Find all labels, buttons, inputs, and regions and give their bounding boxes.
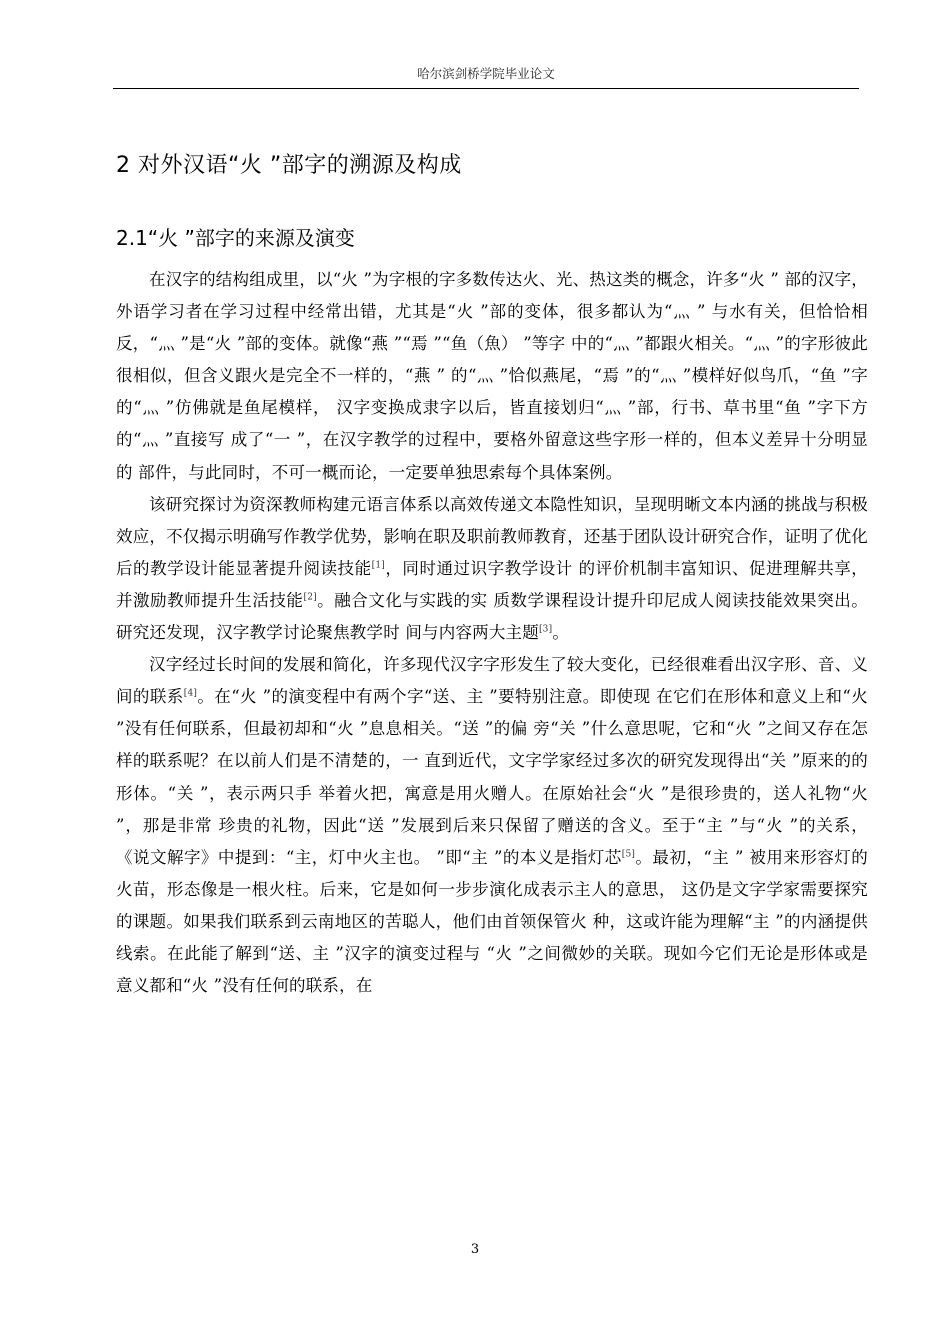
- chapter-title: 2 对外汉语“火 ”部字的溯源及构成: [116, 153, 462, 178]
- running-header: 哈尔滨剑桥学院毕业论文: [417, 66, 555, 81]
- header-divider: [113, 88, 859, 89]
- section-title: 2.1“火 ”部字的来源及演变: [116, 226, 355, 250]
- citation-2: [2]: [303, 592, 317, 603]
- citation-1: [1]: [371, 560, 386, 571]
- paragraph-3: [116, 649, 868, 1002]
- paragraph-2-text-b: ，同时通过识字教学设计 的评价机制丰富知识、促进理解共享，并激励教师提升生活技能: [116, 558, 869, 610]
- paragraph-1: 在汉字的结构组成里，以“火 ”为字根的字多数传达火、光、热这类的概念，许多“火 ” 部的汉字，外语学习者在学习过程中经常出错，尤其是“火 ”部的变体，很多都认为“灬 ” 与水有关，但恰恰相反，“灬 ”是“火 ”部的变体。就像“燕 ”“焉 ”“鱼（魚） ”等字 中的“灬 ”都跟火相关。“灬 ”的字形彼此很相似，但含义跟火是完全不一样的，“燕 ” 的“灬 ”恰似燕尾，“焉 ”的“灬 ”模样好似鸟爪，“鱼 ”字的“灬 ”仿佛就是鱼尾模样， 汉字变换成隶字以后，皆直接划归“灬 ”部，行书、草书里“鱼 ”字下方的“灬 ”直接写 成了“一 ”，在汉字教学的过程中，要格外留意这些字形一样的，但本义差异十分明显的 部件，与此同时，不可一概而论，一定要单独思索每个具体案例。: [116, 270, 868, 482]
- citation-3: [3]: [538, 624, 553, 635]
- paragraph-3-text-c: 。最初，“主 ” 被用来形容灯的火苗，形态像是一根火柱。后来，它是如何一步步演化成表示主人的意思， 这仍是文字学家需要探究的课题。如果我们联系到云南地区的苦聪人，他们由首领保管火 种，这或许能为理解“主 ”的内涵提供线索。在此能了解到“送、主 ”汉字的演变过程与 “火 ”之间微妙的关联。现如今它们无论是形体或是意义都和“火 ”没有任何的联系，在: [116, 847, 868, 996]
- paragraph-2-text-c: 。融合文化与实践的实 质数学课程设计提升印尼成人阅读技能效果突出。研究还发现，汉字教学讨论聚焦教学时 间与内容两大主题: [116, 590, 868, 643]
- paragraph-2-text-d: 。: [552, 623, 570, 643]
- paragraph-3-text-a: 汉字经过长时间的发展和简化，许多现代汉字字形发生了较大变化，已经很难看出汉字形、音、义间的联系: [116, 655, 868, 707]
- citation-4: [4]: [183, 688, 198, 699]
- page-number: 3: [470, 1242, 480, 1257]
- citation-5: [5]: [621, 849, 636, 860]
- paragraph-3-text-b: 。在“火 ”的演变程中有两个字“送、主 ”要特别注意。即使现 在它们在形体和意义上和“火 ”没有任何联系，但最初却和“火 ”息息相关。“送 ”的偏 旁“关 ”什么意思呢，它和“火 ”之间又存在怎样的联系呢？在以前人们是不清楚的，一 直到近代，文字学家经过多次的研究发现得出“关 ”原来的的形体。“关 ”，表示两只手 举着火把，寓意是用火赠人。在原始社会“火 ”是很珍贵的，送人礼物“火 ”，那是非常 珍贵的礼物，因此“送 ”发展到后来只保留了赠送的含义。至于“主 ”与“火 ”的关系， 《说文解字》中提到：“主，灯中火主也。 ”即“主 ”的本义是指灯芯: [116, 687, 868, 867]
- paragraph-2: [116, 489, 868, 649]
- body-text: [116, 264, 868, 1002]
- paragraph-2-text-a: 该研究探讨为资深教师构建元语言体系以高效传递文本隐性知识，呈现明晰文本内涵的挑战与积极效应，不仅揭示明确写作教学优势，影响在职及职前教师教育，还基于团队设计研究合作，证明了优化后的教学设计能显著提升阅读技能: [116, 494, 868, 578]
